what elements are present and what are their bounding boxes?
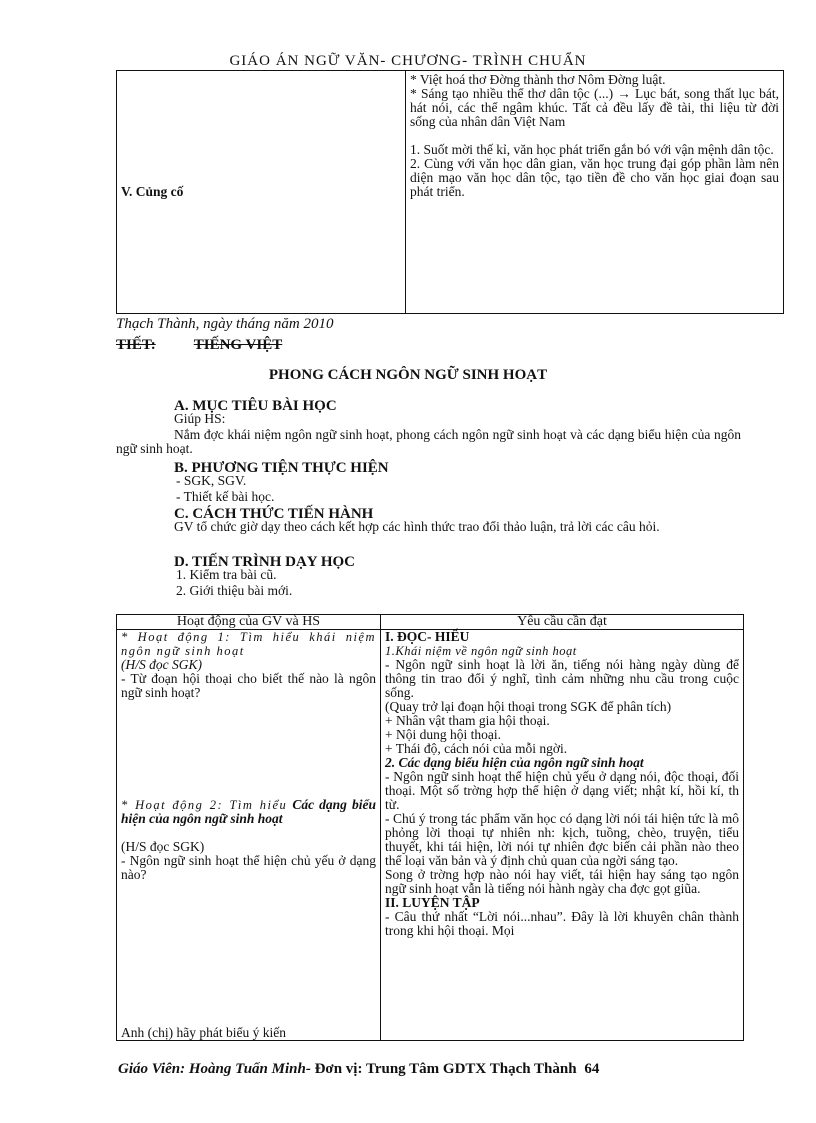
teacher-activity-cell <box>117 630 381 1041</box>
section-d-title: D. TIẾN TRÌNH DẠY HỌC <box>174 554 356 570</box>
question-2: - Ngôn ngữ sinh hoạt thể hiện chủ yếu ở dạng nào? <box>121 853 376 882</box>
question-1: - Từ đoạn hội thoại cho biết thế nào là ngôn ngữ sinh hoạt? <box>121 671 376 700</box>
activity-2-heading: Các dạng biểu hiện của ngôn ngữ sinh hoạt <box>121 797 376 826</box>
section-b-title: B. PHƯƠNG TIỆN THỰC HIỆN <box>174 460 389 476</box>
activity-1-note: (H/S đọc SGK) <box>121 657 202 672</box>
requirement-text: - Câu thứ nhất “Lời nói...nhau”. Đây là lời khuyên chân thành trong khi hội thoại. Mọi <box>385 909 739 938</box>
table1-line: 2. Cùng với văn học dân gian, văn học trung đại góp phần làm nên diện mạo văn học dân tộc, tạo tiền đề cho văn học giai đoạn sau phát triển. <box>410 156 779 199</box>
activity-table <box>116 614 744 1041</box>
requirement-text: - Chú ý trong tác phẩm văn học có dạng lời nói tái hiện tức là mô phỏng lời thoại tự nhiên nh: kịch, tuồng, chèo, truyện, tiểu thuyết, khi tái hiện, lời nói tự nhiên đợc biến cải phần nào theo thể loại văn bản và ý định chủ quan của ngời sáng tạo. <box>385 811 739 868</box>
activity-1-heading: * Hoạt động 1: Tìm hiểu khái niệm ngôn ngữ sinh hoạt <box>121 630 376 658</box>
requirement-text: + Nhân vật tham gia hội thoại. <box>385 713 550 728</box>
section-a-title: A. MỤC TIÊU BÀI HỌC <box>174 398 337 414</box>
table1-left-label: V. Củng cố <box>117 71 406 314</box>
requirement-text: + Thái độ, cách nói của mỗi ngời. <box>385 741 568 756</box>
lesson-title: PHONG CÁCH NGÔN NGỮ SINH HOẠT <box>268 367 548 383</box>
date-line: Thạch Thành, ngày tháng năm 2010 <box>116 316 334 332</box>
requirement-text: + Nội dung hội thoại. <box>385 727 501 742</box>
section-1-sub: 1.Khái niệm về ngôn ngữ sinh hoạt <box>385 644 577 658</box>
requirement-text: (Quay trở lại đoạn hội thoại trong SGK để phân tích) <box>385 699 672 714</box>
requirement-text: Song ở trờng hợp nào nói hay viết, tái hiện hay sáng tạo ngôn ngữ sinh hoạt vẫn là tiếng nói hành ngày cha đợc gọt giũa. <box>385 867 739 896</box>
requirement-text: - Ngôn ngữ sinh hoạt thể hiện chủ yếu ở dạng nói, độc thoại, đối thoại. Một số trờng hợp thể hiện ở dạng viết; nhật kí, hồi kí, th từ. <box>385 769 739 812</box>
section-3-heading: II. LUYỆN TẬP <box>385 895 480 910</box>
activity-2-prefix: * Hoạt động 2: Tìm hiểu <box>121 798 288 812</box>
section-b-item2: - Thiết kế bài học. <box>176 489 275 504</box>
section-b-item1: - SGK, SGV. <box>176 473 247 488</box>
section-c-text: GV tổ chức giờ dạy theo cách kết hợp các hình thức trao đổi thảo luận, trả lời các câu hỏi. <box>174 519 660 534</box>
table1-right-cell <box>406 71 784 314</box>
section-d-item1: 1. Kiểm tra bài cũ. <box>176 567 277 582</box>
requirement-text: - Ngôn ngữ sinh hoạt là lời ăn, tiếng nói hàng ngày dùng để thông tin trao đổi ý nghĩ, tình cảm những nhu cầu trong cuộc sống. <box>385 657 739 700</box>
page-footer <box>118 1061 599 1078</box>
lesson-period: TIẾT: TIẾNG VIỆT <box>116 337 283 353</box>
table1-line: * Việt hoá thơ Đờng thành thơ Nôm Đờng luật. <box>410 72 666 87</box>
col2-header: Yêu cầu cần đạt <box>381 615 744 630</box>
requirement-cell <box>381 630 744 1041</box>
section-c-title: C. CÁCH THỨC TIẾN HÀNH <box>174 506 374 522</box>
table1-line: 1. Suốt mời thế kỉ, văn học phát triển gắn bó với vận mệnh dân tộc. <box>410 142 774 157</box>
section-a-line1: Giúp HS: <box>174 411 226 426</box>
table1-line: * Sáng tạo nhiều thể thơ dân tộc (...) → Lục bát, song thất lục bát, hát nói, các thể ngâm khúc. Tất cả đều lấy đề tài, thi liệu từ đời sống của nhân dân Việt Nam <box>410 86 779 129</box>
question-3: Anh (chị) hãy phát biểu ý kiến <box>121 1025 286 1040</box>
footer-unit: Đơn vị: Trung Tâm GDTX Thạch Thành <box>314 1061 577 1077</box>
section-a-line2: Nắm đợc khái niệm ngôn ngữ sinh hoạt, phong cách ngôn ngữ sinh hoạt và các dạng biểu hiện của ngôn ngữ sinh hoạt. <box>116 427 741 456</box>
page-header: GIÁO ÁN NGỮ VĂN- CHƯƠNG- TRÌNH CHUẨN <box>229 53 587 66</box>
footer-teacher: Giáo Viên: Hoàng Tuấn Minh- <box>118 1061 311 1077</box>
page-number: 64 <box>584 1061 600 1077</box>
section-d-item2: 2. Giới thiệu bài mới. <box>176 583 293 598</box>
col1-header: Hoạt động của GV và HS <box>117 615 381 630</box>
activity-2-note: (H/S đọc SGK) <box>121 839 205 854</box>
section-2-heading: 2. Các dạng biểu hiện của ngôn ngữ sinh hoạt <box>385 755 644 770</box>
section-1-heading: I. ĐỌC- HIỂU <box>385 629 470 644</box>
summary-table <box>116 70 784 314</box>
